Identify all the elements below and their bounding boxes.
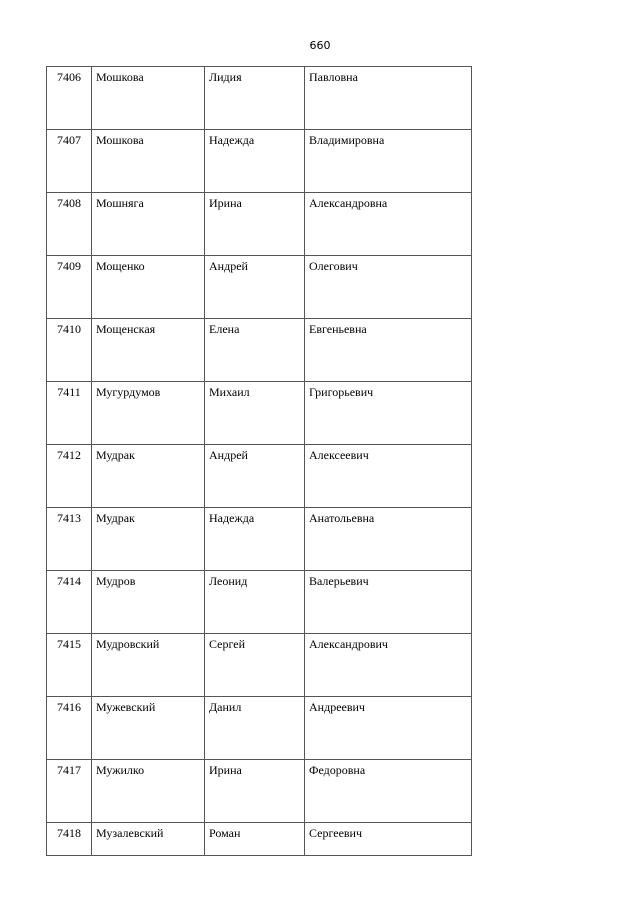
table-row [47,823,472,856]
first-name: Ирина [205,193,305,256]
patronymic: Владимировна [305,130,472,193]
table-row [47,382,472,445]
row-number: 7413 [47,508,92,571]
first-name: Сергей [205,634,305,697]
last-name: Мудрак [92,445,205,508]
patronymic: Григорьевич [305,382,472,445]
last-name: Мужилко [92,760,205,823]
table-row [47,697,472,760]
patronymic: Сергеевич [305,823,472,856]
last-name: Мужевский [92,697,205,760]
row-number: 7409 [47,256,92,319]
row-number: 7411 [47,382,92,445]
first-name: Роман [205,823,305,856]
row-number: 7418 [47,823,92,856]
last-name: Мошкова [92,67,205,130]
first-name: Ирина [205,760,305,823]
first-name: Данил [205,697,305,760]
patronymic: Евгеньевна [305,319,472,382]
first-name: Елена [205,319,305,382]
row-number: 7415 [47,634,92,697]
registry-table [46,66,472,856]
table-row [47,256,472,319]
table-row [47,445,472,508]
table-row [47,571,472,634]
first-name: Михаил [205,382,305,445]
patronymic: Александровна [305,193,472,256]
row-number: 7414 [47,571,92,634]
table-row [47,193,472,256]
patronymic: Олегович [305,256,472,319]
patronymic: Александрович [305,634,472,697]
row-number: 7410 [47,319,92,382]
row-number: 7408 [47,193,92,256]
patronymic: Андреевич [305,697,472,760]
last-name: Мудровский [92,634,205,697]
table-row [47,67,472,130]
patronymic: Павловна [305,67,472,130]
row-number: 7416 [47,697,92,760]
page-number: 660 [309,39,331,52]
last-name: Музалевский [92,823,205,856]
table-row [47,508,472,571]
table-row [47,634,472,697]
last-name: Мудрак [92,508,205,571]
last-name: Мошняга [92,193,205,256]
patronymic: Федоровна [305,760,472,823]
first-name: Андрей [205,256,305,319]
first-name: Андрей [205,445,305,508]
last-name: Мудров [92,571,205,634]
row-number: 7407 [47,130,92,193]
patronymic: Анатольевна [305,508,472,571]
last-name: Мощенская [92,319,205,382]
table-row [47,319,472,382]
last-name: Мощенко [92,256,205,319]
row-number: 7417 [47,760,92,823]
first-name: Надежда [205,508,305,571]
table-row [47,130,472,193]
first-name: Лидия [205,67,305,130]
last-name: Мошкова [92,130,205,193]
patronymic: Алексеевич [305,445,472,508]
last-name: Мугурдумов [92,382,205,445]
patronymic: Валерьевич [305,571,472,634]
first-name: Надежда [205,130,305,193]
row-number: 7406 [47,67,92,130]
first-name: Леонид [205,571,305,634]
table-row [47,760,472,823]
row-number: 7412 [47,445,92,508]
